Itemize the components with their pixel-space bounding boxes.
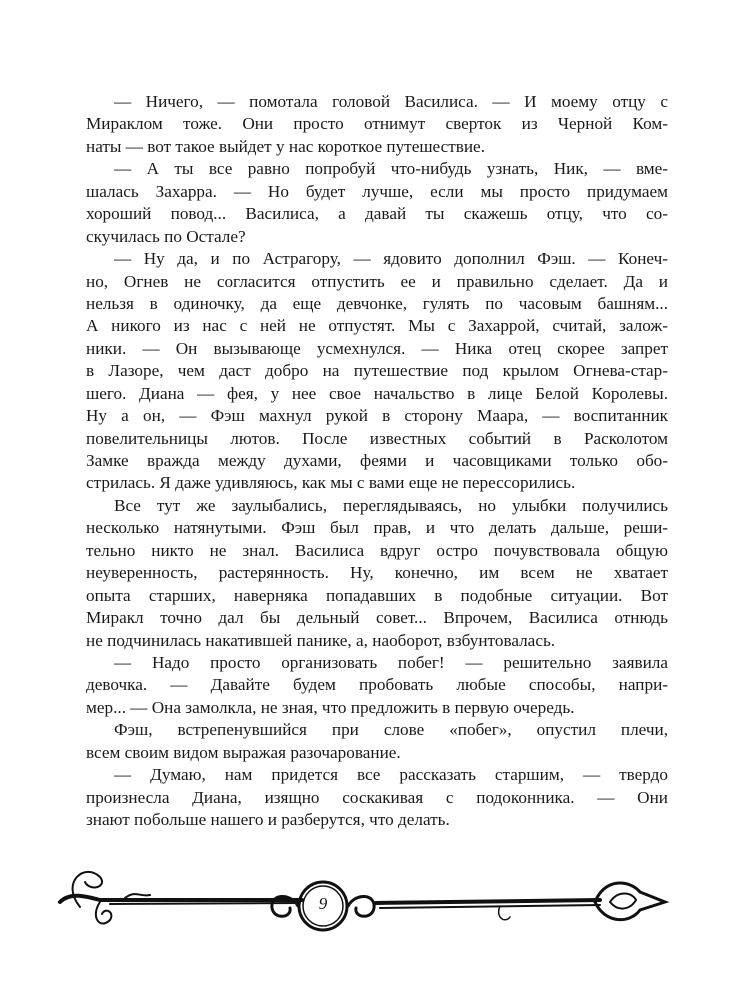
body-text — [86, 91, 668, 831]
text-line: — Ничего, — помотала головой Василиса. — И моему отцу с — [114, 92, 668, 111]
text-line: несколько натянутыми. Фэш был прав, и что делать дальше, реши- — [86, 518, 668, 538]
text-line: в Лазоре, чем даст добро на путешествие под крылом Огнева-стар- — [86, 361, 668, 381]
text-line: — Думаю, нам придется все рассказать старшим, — твердо — [114, 765, 668, 785]
text-line: Замке вражда между духами, феями и часовщиками только обо- — [86, 451, 668, 470]
text-line: произнесла Диана, изящно соскакивая с подоконника. — Они — [86, 787, 668, 807]
text-line: не подчинилась накатившей панике, а, наоборот, взбунтовалась. — [86, 630, 556, 650]
text-line: Фэш, встрепенувшийся при слове «побег», опустил плечи, — [114, 720, 668, 740]
text-line: Мираклом тоже. Они просто отнимут сверток из Черной Ком- — [86, 114, 668, 134]
text-line: скучилась по Остале? — [86, 226, 246, 246]
text-line: мер... — Она замолкла, не зная, что предложить в первую очередь. — [86, 697, 575, 717]
text-line: нельзя в одиночку, да еще девчонке, гулять по часовым башням... — [86, 293, 668, 313]
text-line: — Надо просто организовать побег! — решительно заявила — [114, 652, 668, 672]
text-line: опыта старших, наверняка попадавших в подобные ситуации. Вот — [86, 585, 668, 605]
text-line: всем своим видом выражая разочарование. — [86, 742, 401, 762]
text-line: Миракл точно дал бы дельный совет... Впрочем, Василиса отнюдь — [86, 608, 668, 628]
text-line: знают побольше нашего и разберутся, что делать. — [86, 810, 450, 829]
text-line: Ну а он, — Фэш махнул рукой в сторону Маара, — воспитанник — [86, 406, 668, 426]
decorative-ornament-divider — [40, 862, 700, 932]
text-line: стрилась. Я даже удивляюсь, как мы с вами еще не перессорились. — [86, 473, 576, 493]
page-number: 9 — [318, 894, 328, 913]
text-line: неуверенность, растерянность. Ну, конечно, им всем не хватает — [86, 563, 668, 583]
text-line: но, Огнев не согласится отпустить ее и правильно сделает. Да и — [86, 271, 668, 291]
text-line: наты — вот такое выйдет у нас короткое путешествие. — [86, 136, 485, 156]
text-line: тельно никто не знал. Василиса вдруг остро почувствовала общую — [86, 540, 668, 560]
text-line: ники. — Он вызывающе усмехнулся. — Ника отец скорее запрет — [86, 338, 668, 358]
text-line: А никого из нас с ней не отпустят. Мы с Захаррой, считай, залож- — [86, 316, 668, 336]
text-line: — А ты все равно попробуй что-нибудь узнать, Ник, — вме- — [114, 159, 668, 179]
text-line: хороший повод... Василиса, а давай ты скажешь отцу, что со- — [86, 204, 668, 224]
text-line: девочка. — Давайте будем пробовать любые способы, напри- — [86, 675, 668, 695]
text-line: — Ну да, и по Астрагору, — ядовито дополнил Фэш. — Конеч- — [114, 249, 668, 269]
text-line: шего. Диана — фея, у нее свое начальство в лице Белой Королевы. — [86, 383, 668, 403]
text-line: шалась Захарра. — Но будет лучше, если мы просто придумаем — [86, 181, 668, 201]
text-line: Все тут же заулыбались, переглядываясь, но улыбки получились — [114, 495, 668, 515]
text-line: повелительницы лютов. После известных событий в Расколотом — [86, 428, 668, 448]
